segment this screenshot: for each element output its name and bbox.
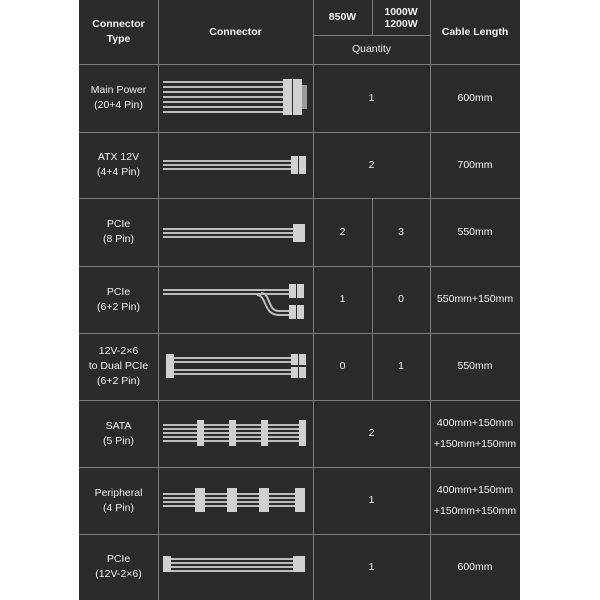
grid-line bbox=[372, 198, 373, 400]
row-type-main-power: Main Power (20+4 Pin) bbox=[90, 84, 147, 111]
row-type-sata: SATA (5 Pin) bbox=[103, 419, 134, 447]
grid-line bbox=[372, 0, 373, 35]
grid-line bbox=[79, 400, 520, 401]
row-qty-atx-12v: 2 bbox=[368, 158, 375, 171]
row-type-atx-12v: ATX 12V (4+4 Pin) bbox=[97, 151, 140, 178]
row-type-pcie-6plus2: PCIe (6+2 Pin) bbox=[97, 285, 140, 313]
row-length-pcie-8pin: 550mm bbox=[457, 225, 493, 238]
row-length-peripheral: 400mm+150mm +150mm+150mm bbox=[433, 483, 517, 517]
row-type-pcie-8pin: PCIe (8 Pin) bbox=[103, 218, 134, 245]
row-length-pcie-12v2x6: 600mm bbox=[457, 560, 493, 573]
sata-cable-icon bbox=[161, 418, 311, 448]
row-qty-1000-pcie-8pin: 3 bbox=[398, 225, 404, 238]
pcie-8pin-cable-icon bbox=[161, 221, 311, 245]
grid-line bbox=[79, 64, 520, 65]
header-quantity: Quantity bbox=[351, 43, 392, 55]
grid-line bbox=[79, 198, 520, 199]
pcie-dual-6plus2-cable-icon bbox=[161, 281, 311, 319]
grid-line bbox=[313, 0, 314, 600]
row-qty-pcie-12v2x6: 1 bbox=[368, 560, 375, 573]
row-qty-main-power: 1 bbox=[368, 91, 375, 104]
header-cable-length: Cable Length bbox=[441, 25, 509, 38]
header-connector: Connector bbox=[209, 25, 262, 38]
row-type-pcie-12v2x6: PCIe (12V-2×6) bbox=[95, 553, 142, 580]
row-length-sata: 400mm+150mm +150mm+150mm bbox=[433, 416, 517, 450]
row-qty-850-12v2x6-dual-pcie: 0 bbox=[339, 360, 346, 372]
12v2x6-to-dual-pcie-cable-icon bbox=[161, 351, 311, 381]
header-1000w-1200w: 1000W 1200W bbox=[384, 5, 418, 30]
peripheral-molex-cable-icon bbox=[161, 485, 311, 515]
row-type-12v2x6-dual-pcie: 12V-2×6 to Dual PCIe (6+2 Pin) bbox=[88, 345, 149, 387]
grid-line bbox=[79, 333, 520, 334]
row-length-pcie-6plus2: 550mm+150mm bbox=[436, 293, 514, 305]
row-qty-1000-12v2x6-dual-pcie: 1 bbox=[398, 360, 404, 372]
atx-24pin-cable-icon bbox=[161, 77, 311, 119]
row-length-12v2x6-dual-pcie: 550mm bbox=[457, 360, 493, 372]
grid-line bbox=[79, 132, 520, 133]
grid-line bbox=[79, 534, 520, 535]
row-length-atx-12v: 700mm bbox=[457, 158, 493, 171]
header-850w: 850W bbox=[328, 11, 357, 23]
row-length-main-power: 600mm bbox=[457, 91, 493, 104]
eps-8pin-cable-icon bbox=[161, 153, 311, 177]
grid-line bbox=[430, 0, 431, 600]
grid-line bbox=[158, 0, 159, 600]
header-connector-type: Connector Type bbox=[92, 18, 145, 45]
grid-line bbox=[313, 35, 430, 36]
grid-line bbox=[79, 266, 520, 267]
row-qty-sata: 2 bbox=[368, 427, 375, 439]
row-qty-850-pcie-8pin: 2 bbox=[339, 225, 346, 238]
grid-line bbox=[79, 467, 520, 468]
12v2x6-cable-icon bbox=[161, 552, 311, 576]
row-qty-850-pcie-6plus2: 1 bbox=[339, 293, 346, 305]
cable-spec-table bbox=[79, 0, 520, 600]
row-type-peripheral: Peripheral (4 Pin) bbox=[94, 486, 143, 514]
row-qty-peripheral: 1 bbox=[368, 494, 375, 506]
row-qty-1000-pcie-6plus2: 0 bbox=[398, 293, 404, 305]
